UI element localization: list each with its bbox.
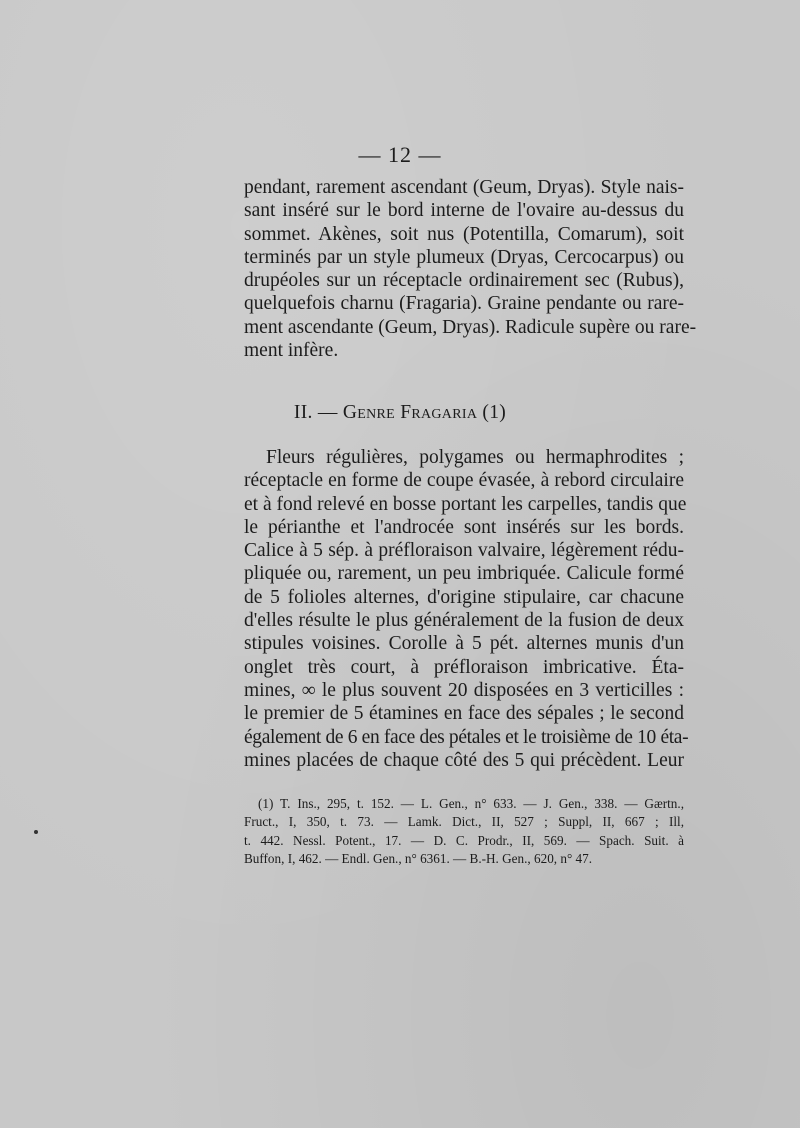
section-heading bbox=[0, 402, 800, 424]
text-line: sant inséré sur le bord interne de l'ovaire au-dessus du bbox=[244, 200, 684, 222]
section-word-genre: Genre bbox=[342, 402, 396, 423]
ink-speck bbox=[34, 830, 38, 834]
text-line: d'elles résulte le plus généralement de la fusion de deux bbox=[244, 610, 684, 632]
section-word-fragaria: Fragaria bbox=[400, 402, 478, 423]
text-line: également de 6 en face des pétales et le troisième de 10 éta- bbox=[244, 726, 689, 748]
text-line: le périanthe et l'androcée sont insérés sur les bords. bbox=[244, 516, 684, 538]
description-paragraph bbox=[244, 446, 689, 772]
text-line: Fleurs régulières, polygames ou hermaphrodites ; bbox=[266, 447, 684, 468]
text-line: mines, ∞ le plus souvent 20 disposées en 3 verticilles : bbox=[244, 679, 684, 701]
footnote-line: (1) T. Ins., 295, t. 152. — L. Gen., n° 633. — J. Gen., 338. — Gærtn., bbox=[258, 796, 684, 811]
text-line: terminés par un style plumeux (Dryas, Cercocarpus) ou bbox=[244, 246, 684, 268]
footnote-line: Fruct., I, 350, t. 73. — Lamk. Dict., II, 527 ; Suppl, II, 667 ; Ill, bbox=[244, 814, 684, 830]
text-line: sommet. Akènes, soit nus (Potentilla, Comarum), soit bbox=[244, 223, 684, 245]
text-line: ment infère. bbox=[244, 340, 339, 362]
footnote bbox=[244, 795, 684, 868]
text-line: onglet très court, à préfloraison imbricative. Éta- bbox=[244, 656, 684, 678]
text-line: réceptacle en forme de coupe évasée, à rebord circulaire bbox=[244, 470, 684, 492]
intro-paragraph bbox=[244, 176, 697, 362]
text-line: pliquée ou, rarement, un peu imbriquée. Calicule formé bbox=[244, 563, 684, 585]
text-line: drupéoles sur un réceptacle ordinairement sec (Rubus), bbox=[244, 270, 684, 292]
text-line: de 5 folioles alternes, d'origine stipulaire, car chacune bbox=[244, 586, 684, 608]
footnote-reference: (1) bbox=[482, 402, 507, 423]
text-line: pendant, rarement ascendant (Geum, Dryas). Style nais- bbox=[244, 177, 684, 198]
section-dash: — bbox=[317, 402, 338, 423]
text-line: ment ascendante (Geum, Dryas). Radicule supère ou rare- bbox=[244, 316, 697, 338]
text-line: quelquefois charnu (Fragaria). Graine pendante ou rare- bbox=[244, 293, 684, 315]
text-line: et à fond relevé en bosse portant les carpelles, tandis que bbox=[244, 493, 687, 515]
text-line: le premier de 5 étamines en face des sépales ; le second bbox=[244, 703, 684, 725]
text-line: stipules voisines. Corolle à 5 pét. alternes munis d'un bbox=[244, 633, 684, 655]
section-numeral: II. bbox=[293, 402, 313, 423]
text-line: mines placées de chaque côté des 5 qui précèdent. Leur bbox=[244, 749, 684, 771]
footnote-line: Buffon, I, 462. — Endl. Gen., n° 6361. — B.-H. Gen., 620, n° 47. bbox=[244, 850, 593, 866]
text-line: Calice à 5 sép. à préfloraison valvaire, légèrement rédu- bbox=[244, 540, 684, 562]
footnote-line: t. 442. Nessl. Potent., 17. — D. C. Prodr., II, 569. — Spach. Suit. à bbox=[244, 832, 684, 848]
page-number: — 12 — bbox=[358, 142, 442, 167]
